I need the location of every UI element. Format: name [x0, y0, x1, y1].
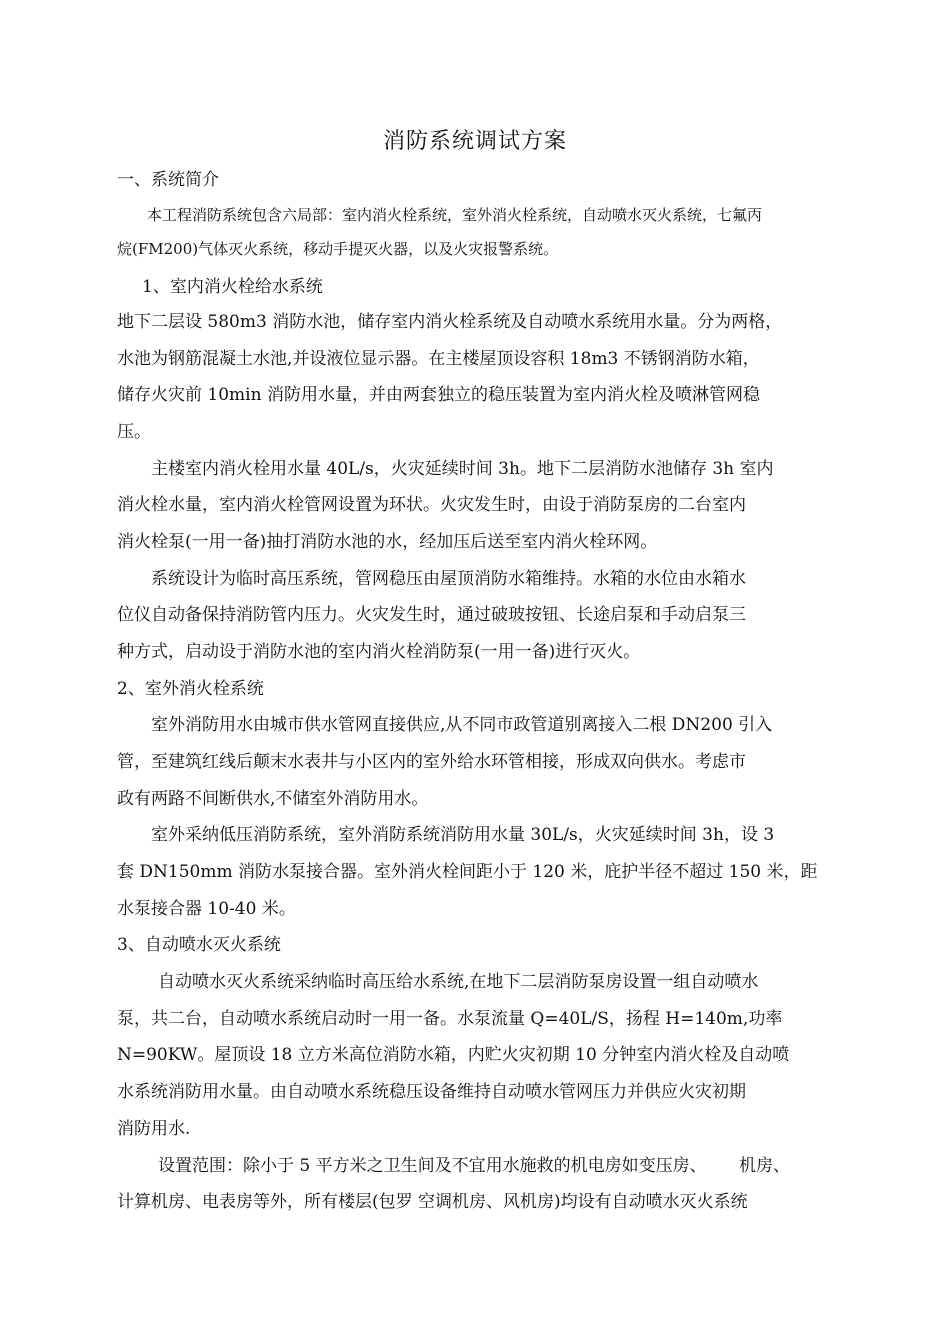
subsection-heading: 2、室外消火栓系统 [117, 679, 264, 699]
paragraph-line: 计算机房、电表房等外，所有楼层(包罗 空调机房、风机房)均设有自动喷水灭火系统 [117, 1192, 748, 1212]
paragraph-line: 设置范围：除小于 5 平方米之卫生间及不宜用水施救的机电房如变压房、 机房、 [158, 1156, 791, 1176]
paragraph-line: 主楼室内消火栓用水量 40L/s，火灾延续时间 3h。地下二层消防水池储存 3h 室内 [151, 459, 774, 479]
paragraph-line: 消火栓水量，室内消火栓管网设置为环状。火灾发生时，由设于消防泵房的二台室内 [117, 495, 746, 515]
subsection-heading: 1、室内消火栓给水系统 [142, 277, 323, 297]
paragraph-line: 室外消防用水由城市供水管网直接供应,从不同市政管道别离接入二根 DN200 引入 [151, 715, 773, 735]
paragraph-line: 套 DN150mm 消防水泵接合器。室外消火栓间距小于 120 米，庇护半径不超过 150 米，距 [117, 862, 818, 882]
intro-line: 烷(FM200)气体灭火系统，移动手提灭火器，以及火灾报警系统。 [117, 240, 559, 258]
document-title: 消防系统调试方案 [382, 129, 567, 154]
paragraph-line: 室外采纳低压消防系统，室外消防系统消防用水量 30L/s，火灾延续时间 3h，设 3 [151, 825, 775, 845]
paragraph-line: 压。 [117, 422, 151, 442]
paragraph-line: 泵，共二台，自动喷水系统启动时一用一备。水泵流量 Q=40L/S，扬程 H=140m,功率 [117, 1009, 783, 1029]
paragraph-line: 消防用水. [117, 1119, 191, 1139]
paragraph-line: 水系统消防用水量。由自动喷水系统稳压设备维持自动喷水管网压力并供应火灾初期 [117, 1082, 746, 1102]
paragraph-line: 系统设计为临时高压系统，管网稳压由屋顶消防水箱维持。水箱的水位由水箱水 [151, 569, 746, 589]
paragraph-line: 种方式，启动设于消防水池的室内消火栓消防泵(一用一备)进行灭火。 [117, 642, 641, 662]
paragraph-line: 政有两路不间断供水,不储室外消防用水。 [117, 789, 429, 809]
paragraph-line: 水泵接合器 10-40 米。 [117, 899, 296, 919]
section-heading: 一、系统简介 [117, 170, 219, 190]
paragraph-line: 消火栓泵(一用一备)抽打消防水池的水，经加压后送至室内消火栓环网。 [117, 532, 658, 552]
paragraph-line: N=90KW。屋顶设 18 立方米高位消防水箱，内贮火灾初期 10 分钟室内消火栓及自动喷 [117, 1045, 790, 1065]
paragraph-line: 位仪自动备保持消防管内压力。火灾发生时，通过破玻按钮、长途启泵和手动启泵三 [117, 605, 746, 625]
subsection-heading: 3、自动喷水灭火系统 [117, 935, 281, 955]
intro-line: 本工程消防系统包含六局部：室内消火栓系统，室外消火栓系统，自动喷水灭火系统，七氟丙 [147, 206, 763, 224]
paragraph-line: 自动喷水灭火系统采纳临时高压给水系统,在地下二层消防泵房设置一组自动喷水 [158, 972, 759, 992]
paragraph-line: 储存火灾前 10min 消防用水量，并由两套独立的稳压装置为室内消火栓及喷淋管网稳 [117, 385, 760, 405]
paragraph-line: 地下二层设 580m3 消防水池，储存室内消火栓系统及自动喷水系统用水量。分为两格， [117, 312, 783, 332]
paragraph-line: 管，至建筑红线后颠末水表井与小区内的室外给水环管相接，形成双向供水。考虑市 [117, 752, 746, 772]
paragraph-line: 水池为钢筋混凝土水池,并设液位显示器。在主楼屋顶设容积 18m3 不锈钢消防水箱， [117, 349, 760, 369]
